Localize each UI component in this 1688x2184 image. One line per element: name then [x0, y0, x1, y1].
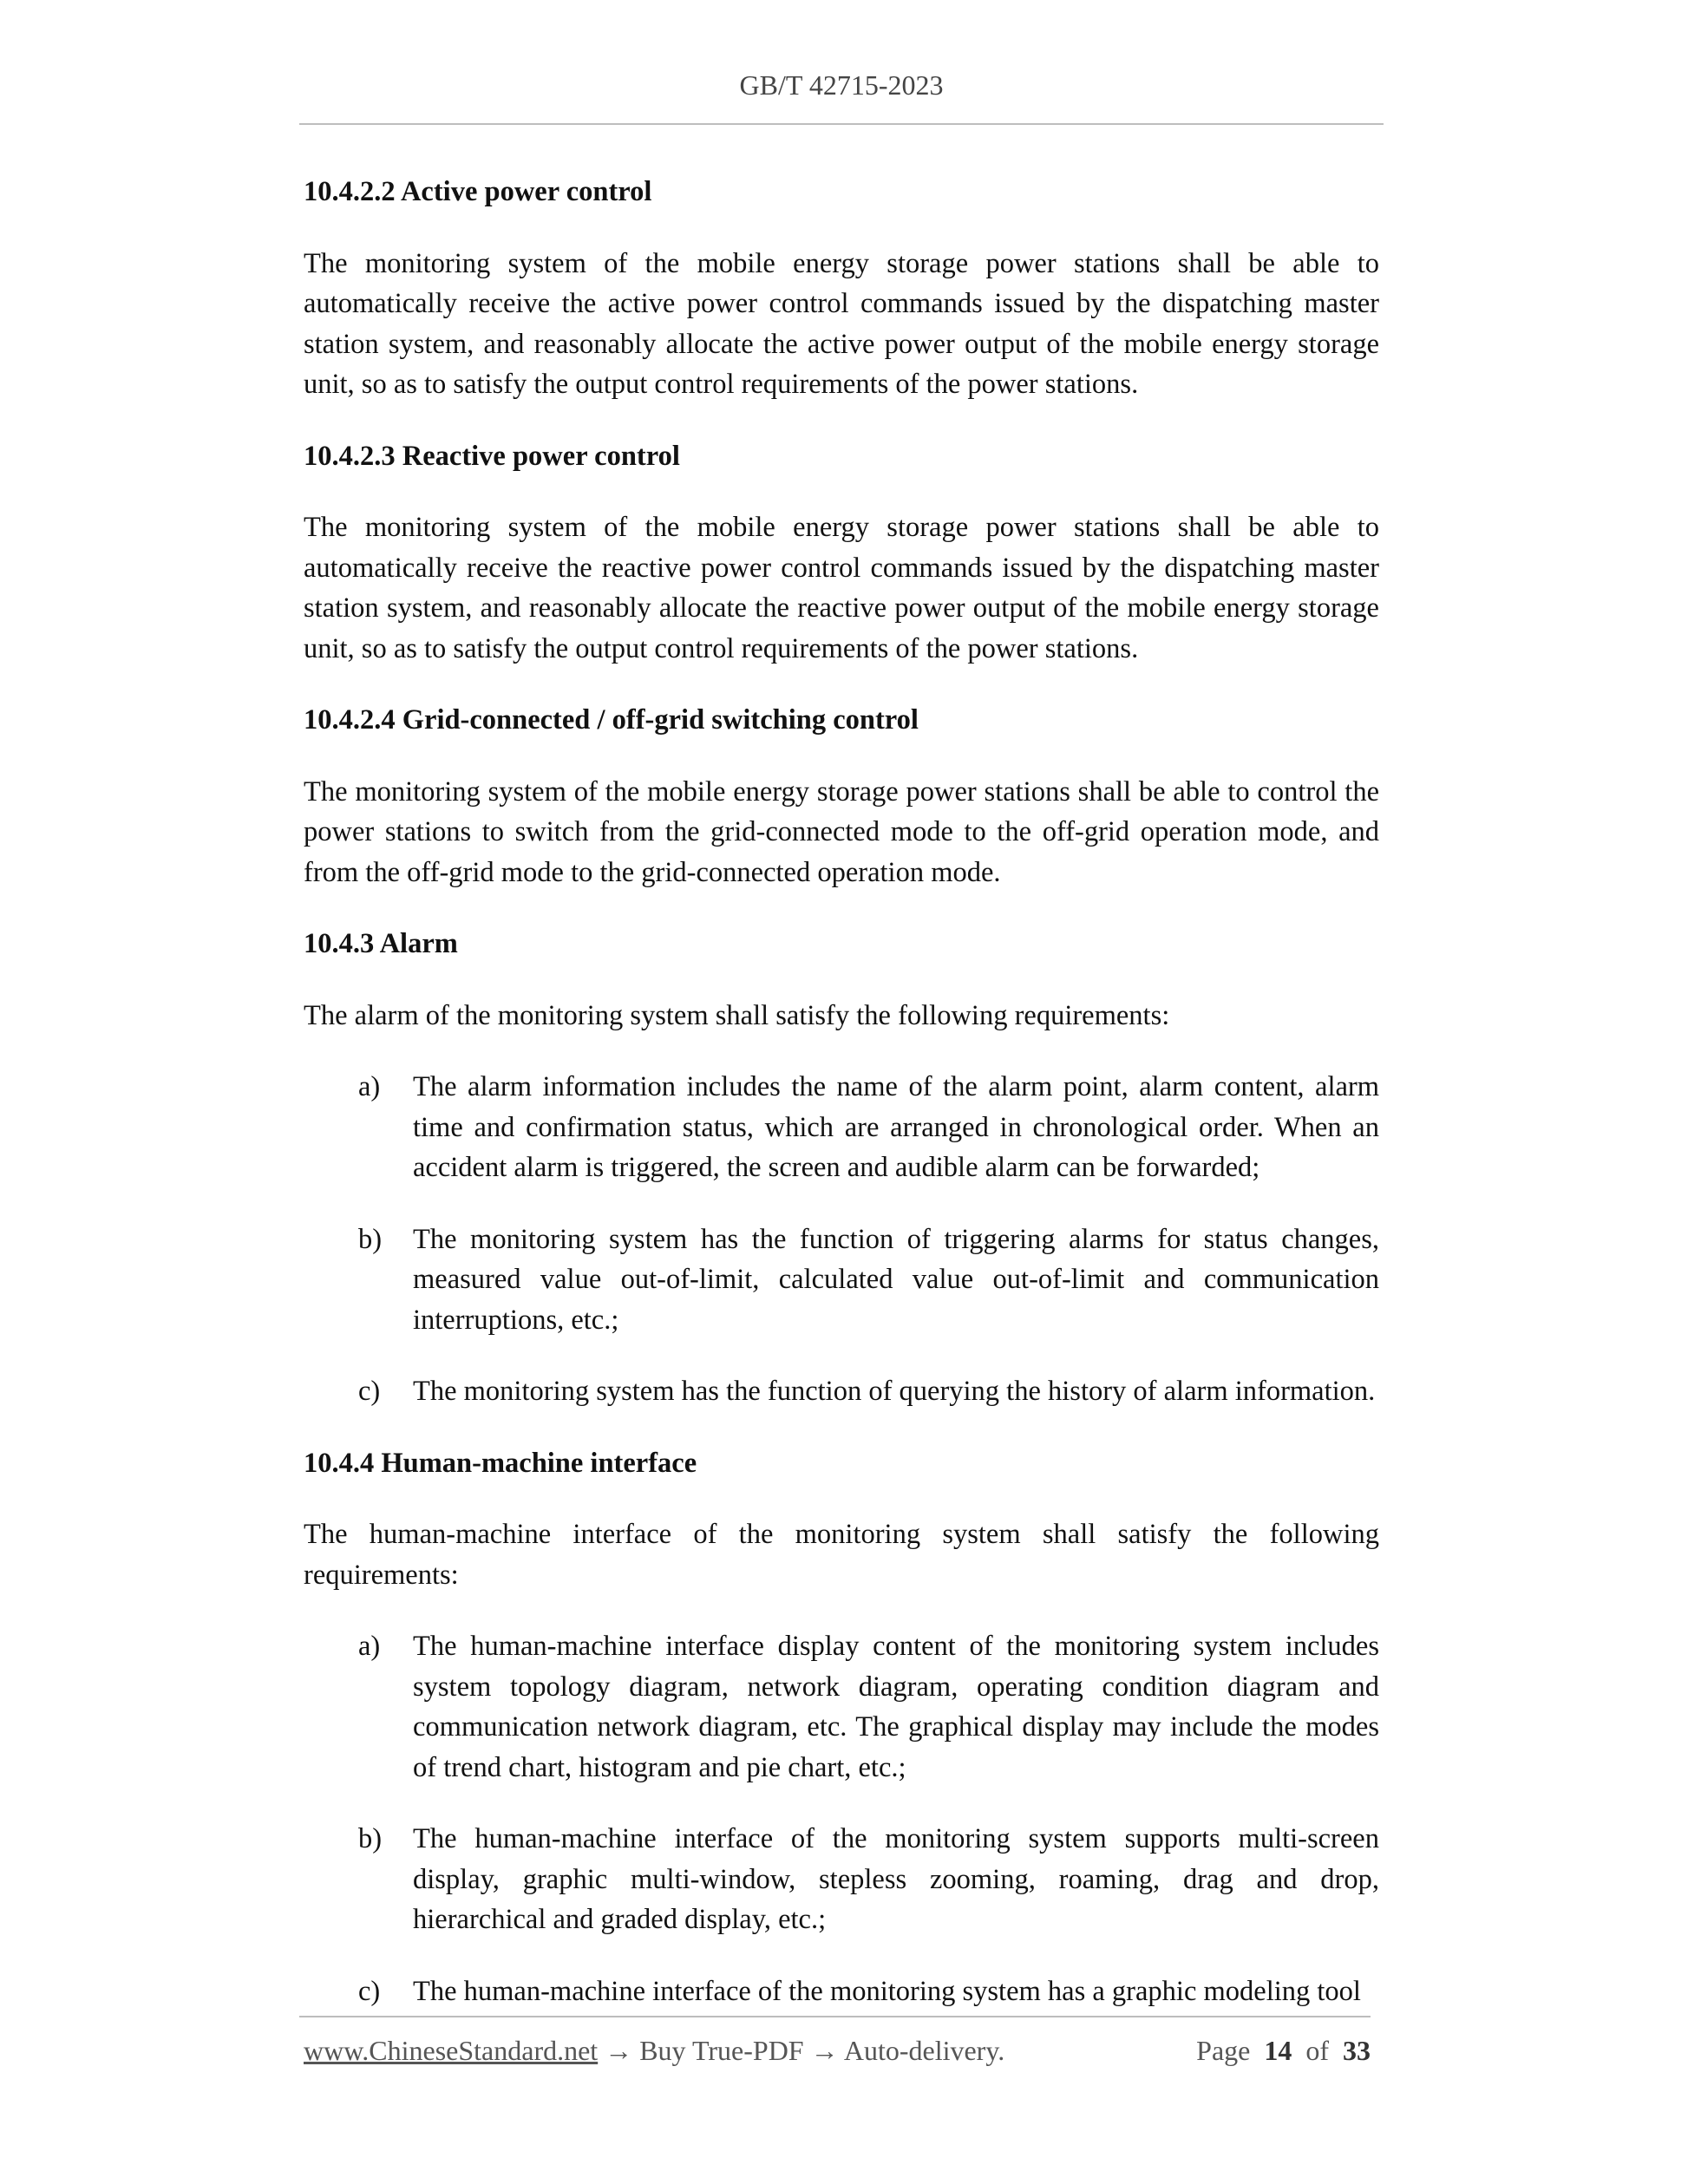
hmi-requirements-list	[304, 1626, 1379, 2011]
arrow-right-icon: →	[605, 2035, 633, 2066]
list-marker: c)	[358, 1376, 381, 1407]
footer-divider	[299, 2016, 1371, 2017]
footer-promo	[304, 2035, 1004, 2067]
section-title-reactive-power: 10.4.2.3 Reactive power control	[304, 440, 680, 472]
section-title-alarm: 10.4.3 Alarm	[304, 928, 458, 959]
list-item-text: The human-machine interface of the monitoring system supports multi-screen display, graphic multi-window, stepless zooming, roaming, drag and drop, hierarchical and graded display, etc.;	[413, 1823, 1379, 1935]
header-divider	[299, 123, 1384, 125]
list-item-text: The human-machine interface display content of the monitoring system includes system topology diagram, network diagram, operating condition diagram and communication network diagram, etc. The graphical display may include the modes of trend chart, histogram and pie chart, etc.;	[413, 1631, 1379, 1783]
page-number: 14	[1264, 2035, 1292, 2066]
list-item	[304, 1371, 1379, 1412]
arrow-right-icon: →	[810, 2035, 839, 2066]
list-marker: a)	[358, 1631, 381, 1662]
list-item-text: The monitoring system has the function of triggering alarms for status changes, measured value out-of-limit, calculated value out-of-limit and communication interruptions, etc.;	[413, 1223, 1379, 1336]
section-body-switching-control: The monitoring system of the mobile energy storage power stations shall be able to control the power stations to switch from the grid-connected mode to the off-grid operation mode, and from the off-grid mode to the grid-connected operation mode.	[304, 775, 1379, 888]
section-intro-alarm: The alarm of the monitoring system shall satisfy the following requirements:	[304, 999, 1170, 1031]
auto-delivery-text: Auto-delivery.	[843, 2035, 1005, 2066]
section-intro-hmi: The human-machine interface of the monitoring system shall satisfy the following requirements:	[304, 1519, 1379, 1591]
list-marker: c)	[358, 1975, 381, 2007]
list-item	[304, 1819, 1379, 1940]
list-marker: b)	[358, 1823, 383, 1854]
section-title-active-power: 10.4.2.2 Active power control	[304, 176, 652, 207]
section-title-hmi: 10.4.4 Human-machine interface	[304, 1447, 697, 1479]
of-label: of	[1305, 2035, 1329, 2066]
list-item-text: The human-machine interface of the monitoring system has a graphic modeling tool	[413, 1975, 1361, 2007]
alarm-requirements-list	[304, 1067, 1379, 1412]
list-item-text: The monitoring system has the function of querying the history of alarm information.	[413, 1376, 1376, 1407]
page-indicator	[1196, 2035, 1371, 2067]
page-footer	[304, 2035, 1371, 2067]
section-body-active-power: The monitoring system of the mobile energy storage power stations shall be able to automatically receive the active power control commands issued by the dispatching master station system, and reasonably allocate the active power output of the mobile energy storage unit, so as to satisfy the output control requirements of the power stations.	[304, 247, 1379, 400]
website-link[interactable]: www.ChineseStandard.net	[304, 2035, 599, 2066]
list-item	[304, 1220, 1379, 1341]
list-item-text: The alarm information includes the name of the alarm point, alarm content, alarm time and confirmation status, which are arranged in chronological order. When an accident alarm is triggered, the screen and audible alarm can be forwarded;	[413, 1071, 1379, 1183]
list-item	[304, 1067, 1379, 1188]
document-id-header: GB/T 42715-2023	[739, 69, 944, 101]
list-marker: a)	[358, 1071, 381, 1102]
page-label: Page	[1196, 2035, 1251, 2066]
page-total: 33	[1343, 2035, 1371, 2066]
list-item	[304, 1626, 1379, 1788]
buy-true-pdf-text: Buy True-PDF	[639, 2035, 804, 2066]
list-item	[304, 1971, 1379, 2012]
section-body-reactive-power: The monitoring system of the mobile energy storage power stations shall be able to automatically receive the reactive power control commands issued by the dispatching master station system, and reasonably allocate the reactive power output of the mobile energy storage unit, so as to satisfy the output control requirements of the power stations.	[304, 512, 1379, 664]
section-title-switching-control: 10.4.2.4 Grid-connected / off-grid switching control	[304, 704, 919, 736]
list-marker: b)	[358, 1223, 383, 1255]
page-content	[304, 172, 1379, 2043]
